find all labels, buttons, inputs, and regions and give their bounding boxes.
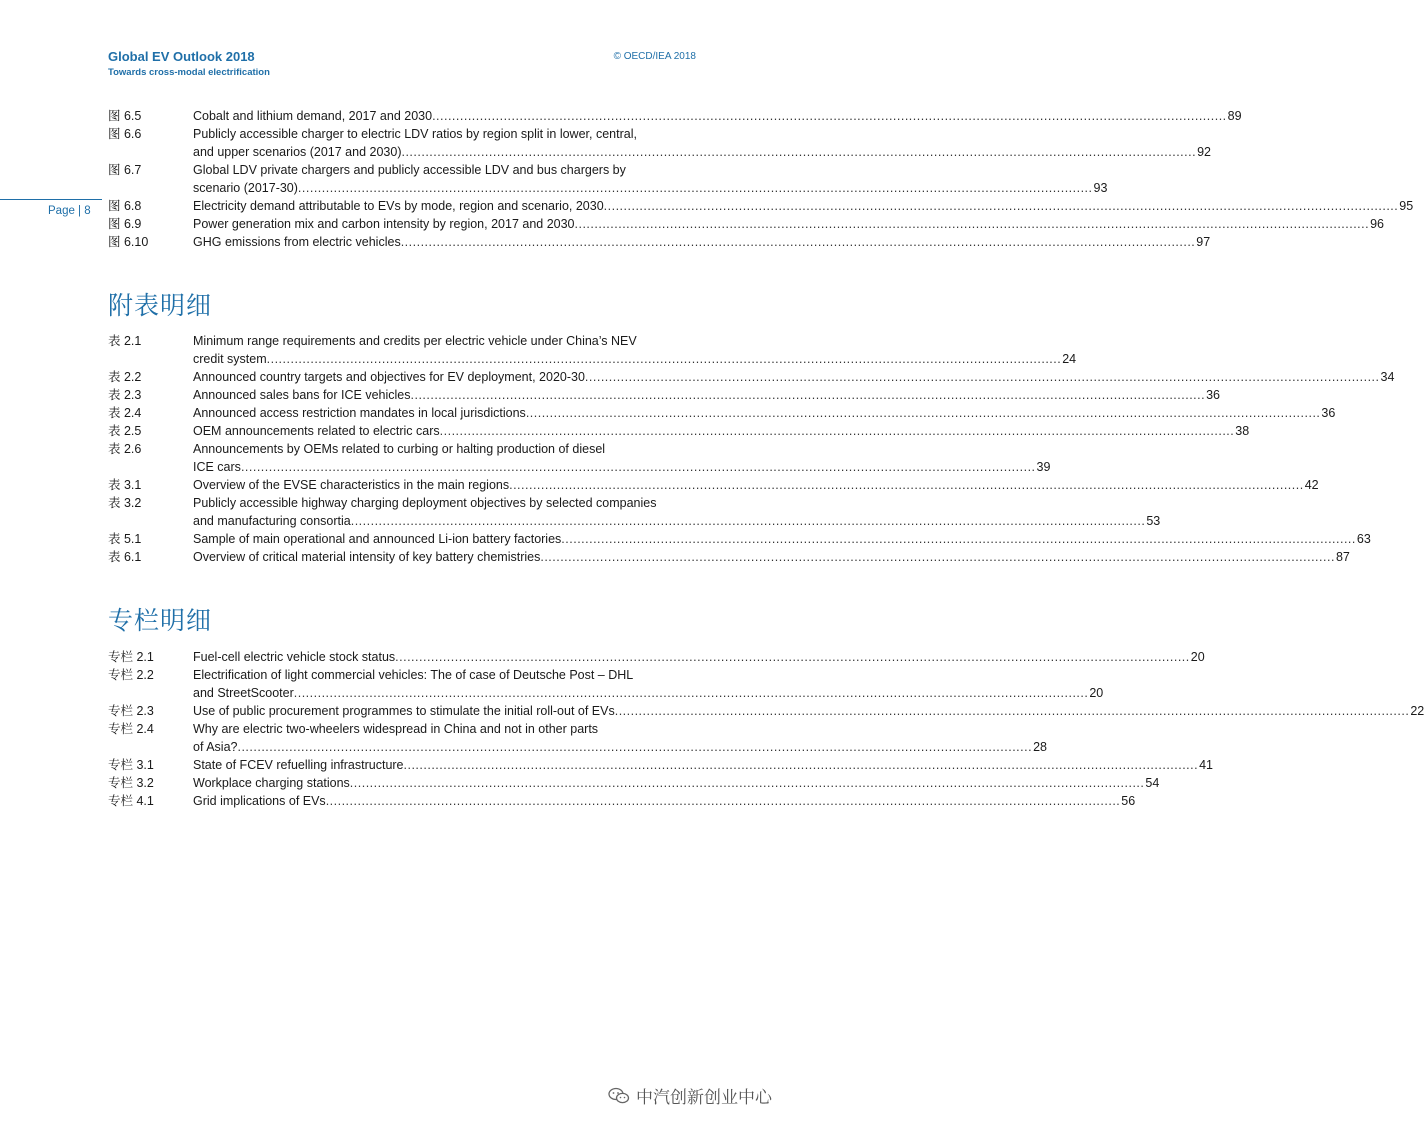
entry-title-line: and StreetScooter bbox=[193, 686, 294, 700]
entry-title bbox=[193, 161, 1107, 197]
watermark bbox=[608, 1083, 772, 1108]
dot-leader bbox=[401, 233, 1196, 251]
dot-leader bbox=[585, 368, 1380, 386]
entry-title-line: GHG emissions from electric vehicles bbox=[193, 235, 401, 249]
dot-leader bbox=[350, 774, 1145, 792]
entry-page-number: 96 bbox=[1370, 217, 1385, 231]
dot-leader bbox=[404, 756, 1199, 774]
entry-title-line: Publicly accessible highway charging deployment objectives by selected companies bbox=[193, 496, 657, 510]
toc-entry[interactable] bbox=[108, 702, 1424, 720]
dot-leader bbox=[395, 648, 1190, 666]
page-number: Page | 8 bbox=[48, 205, 91, 217]
entry-title bbox=[193, 530, 1371, 548]
entry-title bbox=[193, 233, 1210, 251]
dot-leader bbox=[294, 684, 1089, 702]
entry-label: 专栏 2.3 bbox=[108, 704, 154, 718]
entry-label: 表 3.2 bbox=[108, 496, 142, 510]
entry-label: 专栏 3.2 bbox=[108, 776, 154, 790]
entry-page-number: 39 bbox=[1036, 460, 1051, 474]
entry-page-number: 36 bbox=[1206, 388, 1220, 402]
entry-label: 表 6.1 bbox=[108, 550, 142, 564]
entry-title-line: Announcements by OEMs related to curbing or halting production of diesel bbox=[193, 442, 606, 456]
dot-leader bbox=[237, 738, 1032, 756]
entry-label: 图 6.9 bbox=[108, 217, 142, 231]
entry-title bbox=[193, 386, 1220, 404]
entry-title-line: Publicly accessible charger to electric LDV ratios by region split in lower, central, bbox=[193, 127, 637, 141]
entry-title-line: Sample of main operational and announced Li-ion battery factories bbox=[193, 532, 562, 546]
entry-title bbox=[193, 440, 1050, 476]
toc-entry[interactable] bbox=[108, 386, 1220, 404]
entry-title-line: Why are electric two-wheelers widespread in China and not in other parts bbox=[193, 722, 599, 736]
entry-title bbox=[193, 476, 1319, 494]
entry-title-line: Use of public procurement programmes to stimulate the initial roll-out of EVs bbox=[193, 704, 615, 718]
dot-leader bbox=[351, 512, 1146, 530]
entry-title bbox=[193, 756, 1213, 774]
entry-label: 图 6.7 bbox=[108, 163, 142, 177]
entry-page-number: 20 bbox=[1190, 650, 1205, 664]
entry-label: 表 2.1 bbox=[108, 334, 142, 348]
entry-title-line: Electricity demand attributable to EVs by mode, region and scenario, 2030 bbox=[193, 199, 604, 213]
toc-entry[interactable] bbox=[108, 530, 1371, 548]
entry-page-number: 22 bbox=[1410, 704, 1424, 718]
entry-label: 表 2.5 bbox=[108, 424, 142, 438]
entry-title bbox=[193, 125, 1211, 161]
entry-page-number: 34 bbox=[1380, 370, 1395, 384]
toc-entry[interactable] bbox=[108, 476, 1319, 494]
dot-leader bbox=[615, 702, 1410, 720]
entry-title bbox=[193, 107, 1242, 125]
entry-title-line: credit system bbox=[193, 352, 267, 366]
entry-page-number: 28 bbox=[1033, 740, 1047, 754]
dot-leader bbox=[411, 386, 1206, 404]
entry-page-number: 97 bbox=[1196, 235, 1211, 249]
entry-label: 表 5.1 bbox=[108, 532, 142, 546]
entry-label: 表 3.1 bbox=[108, 478, 142, 492]
toc-entry[interactable] bbox=[108, 161, 1108, 197]
toc-entry[interactable] bbox=[108, 720, 1047, 756]
entry-page-number: 92 bbox=[1197, 145, 1211, 159]
entry-label: 专栏 4.1 bbox=[108, 794, 154, 808]
dot-leader bbox=[561, 530, 1356, 548]
dot-leader bbox=[540, 548, 1335, 566]
entry-title-line: Power generation mix and carbon intensity by region, 2017 and 2030 bbox=[193, 217, 575, 231]
toc-entry[interactable] bbox=[108, 774, 1160, 792]
entry-title-line: Grid implications of EVs bbox=[193, 794, 326, 808]
tables-heading: 附表明细 bbox=[108, 291, 213, 320]
entry-title bbox=[193, 720, 1047, 756]
entry-label: 表 2.3 bbox=[108, 388, 142, 402]
toc-entry[interactable] bbox=[108, 215, 1385, 233]
entry-title bbox=[193, 792, 1135, 810]
dot-leader bbox=[440, 422, 1235, 440]
entry-title-line: Announced access restriction mandates in local jurisdictions bbox=[193, 406, 526, 420]
entry-label: 专栏 3.1 bbox=[108, 758, 154, 772]
entry-title-line: ICE cars bbox=[193, 460, 241, 474]
entry-title-line: Electrification of light commercial vehicles: The of case of Deutsche Post – DHL bbox=[193, 668, 634, 682]
entry-title bbox=[193, 404, 1335, 422]
entry-title-line: Cobalt and lithium demand, 2017 and 2030 bbox=[193, 109, 433, 123]
entry-label: 表 2.4 bbox=[108, 406, 142, 420]
toc-entry[interactable] bbox=[108, 332, 1077, 368]
dot-leader bbox=[298, 179, 1093, 197]
entry-label: 表 2.2 bbox=[108, 370, 142, 384]
dot-leader bbox=[575, 215, 1370, 233]
tables-list bbox=[108, 332, 1395, 566]
entry-page-number: 41 bbox=[1199, 758, 1214, 772]
entry-title bbox=[193, 494, 1160, 530]
toc-entry[interactable] bbox=[108, 756, 1214, 774]
entry-label: 图 6.5 bbox=[108, 109, 142, 123]
dot-leader bbox=[241, 458, 1036, 476]
dot-leader bbox=[267, 350, 1062, 368]
entry-label: 图 6.10 bbox=[108, 235, 149, 249]
toc-entry[interactable] bbox=[108, 233, 1211, 251]
dot-leader bbox=[326, 792, 1121, 810]
entry-page-number: 38 bbox=[1235, 424, 1250, 438]
toc-entry[interactable] bbox=[108, 548, 1350, 566]
boxes-list bbox=[108, 648, 1424, 810]
entry-title-line: of Asia? bbox=[193, 740, 238, 754]
entry-title-line: Minimum range requirements and credits per electric vehicle under China’s NEV bbox=[193, 334, 637, 348]
entry-label: 专栏 2.4 bbox=[108, 722, 154, 736]
toc-entry[interactable] bbox=[108, 404, 1336, 422]
dot-leader bbox=[432, 107, 1227, 125]
entry-title-line: OEM announcements related to electric cars bbox=[193, 424, 440, 438]
entry-page-number: 24 bbox=[1062, 352, 1077, 366]
toc-entry[interactable] bbox=[108, 494, 1161, 530]
toc-entry[interactable] bbox=[108, 440, 1051, 476]
entry-page-number: 54 bbox=[1145, 776, 1160, 790]
entry-title bbox=[193, 666, 1103, 702]
dot-leader bbox=[509, 476, 1304, 494]
entry-title-line: Overview of the EVSE characteristics in the main regions bbox=[193, 478, 510, 492]
entry-label: 表 2.6 bbox=[108, 442, 142, 456]
toc-entry[interactable] bbox=[108, 422, 1250, 440]
entry-page-number: 89 bbox=[1227, 109, 1242, 123]
entry-label: 图 6.8 bbox=[108, 199, 142, 213]
entry-title bbox=[193, 197, 1413, 215]
entry-page-number: 42 bbox=[1304, 478, 1319, 492]
entry-title bbox=[193, 702, 1424, 720]
page-rule bbox=[0, 199, 102, 200]
toc-entry[interactable] bbox=[108, 107, 1242, 125]
entry-title bbox=[193, 648, 1205, 666]
figures-list bbox=[108, 107, 1414, 251]
entry-title bbox=[193, 368, 1394, 386]
toc-entry[interactable] bbox=[108, 368, 1395, 386]
entry-title-line: Fuel-cell electric vehicle stock status bbox=[193, 650, 396, 664]
entry-page-number: 87 bbox=[1335, 550, 1350, 564]
toc-entry[interactable] bbox=[108, 125, 1211, 161]
copyright-notice: © OECD/IEA 2018 bbox=[613, 51, 696, 62]
entry-title bbox=[193, 548, 1350, 566]
entry-title bbox=[193, 422, 1249, 440]
entry-title-line: Workplace charging stations bbox=[193, 776, 350, 790]
entry-page-number: 95 bbox=[1399, 199, 1414, 213]
entry-page-number: 53 bbox=[1146, 514, 1161, 528]
toc-entry[interactable] bbox=[108, 666, 1104, 702]
entry-title-line: Overview of critical material intensity of key battery chemistries bbox=[193, 550, 541, 564]
dot-leader bbox=[401, 143, 1196, 161]
entry-title-line: State of FCEV refuelling infrastructure bbox=[193, 758, 404, 772]
entry-title bbox=[193, 332, 1076, 368]
entry-title-line: Global LDV private chargers and publicly accessible LDV and bus chargers by bbox=[193, 163, 626, 177]
entry-label: 图 6.6 bbox=[108, 127, 142, 141]
entry-title-line: and manufacturing consortia bbox=[193, 514, 351, 528]
report-subtitle: Towards cross-modal electrification bbox=[108, 67, 270, 78]
entry-title bbox=[193, 215, 1384, 233]
toc-entry[interactable] bbox=[108, 197, 1414, 215]
entry-page-number: 63 bbox=[1356, 532, 1371, 546]
entry-page-number: 36 bbox=[1321, 406, 1336, 420]
entry-title-line: and upper scenarios (2017 and 2030) bbox=[193, 145, 402, 159]
entry-page-number: 93 bbox=[1093, 181, 1108, 195]
report-title: Global EV Outlook 2018 bbox=[108, 49, 255, 64]
boxes-heading: 专栏明细 bbox=[108, 606, 213, 635]
entry-title-line: scenario (2017-30) bbox=[193, 181, 298, 195]
dot-leader bbox=[604, 197, 1399, 215]
toc-entry[interactable] bbox=[108, 792, 1136, 810]
entry-label: 专栏 2.1 bbox=[108, 650, 154, 664]
entry-title-line: Announced country targets and objectives for EV deployment, 2020-30 bbox=[193, 370, 585, 384]
watermark-text: 中汽创新创业中心 bbox=[636, 1088, 772, 1108]
entry-title bbox=[193, 774, 1159, 792]
entry-title-line: Announced sales bans for ICE vehicles bbox=[193, 388, 411, 402]
toc-entry[interactable] bbox=[108, 648, 1205, 666]
wechat-icon bbox=[608, 1087, 630, 1105]
dot-leader bbox=[526, 404, 1321, 422]
entry-page-number: 56 bbox=[1121, 794, 1136, 808]
entry-label: 专栏 2.2 bbox=[108, 668, 154, 682]
entry-page-number: 20 bbox=[1089, 686, 1104, 700]
